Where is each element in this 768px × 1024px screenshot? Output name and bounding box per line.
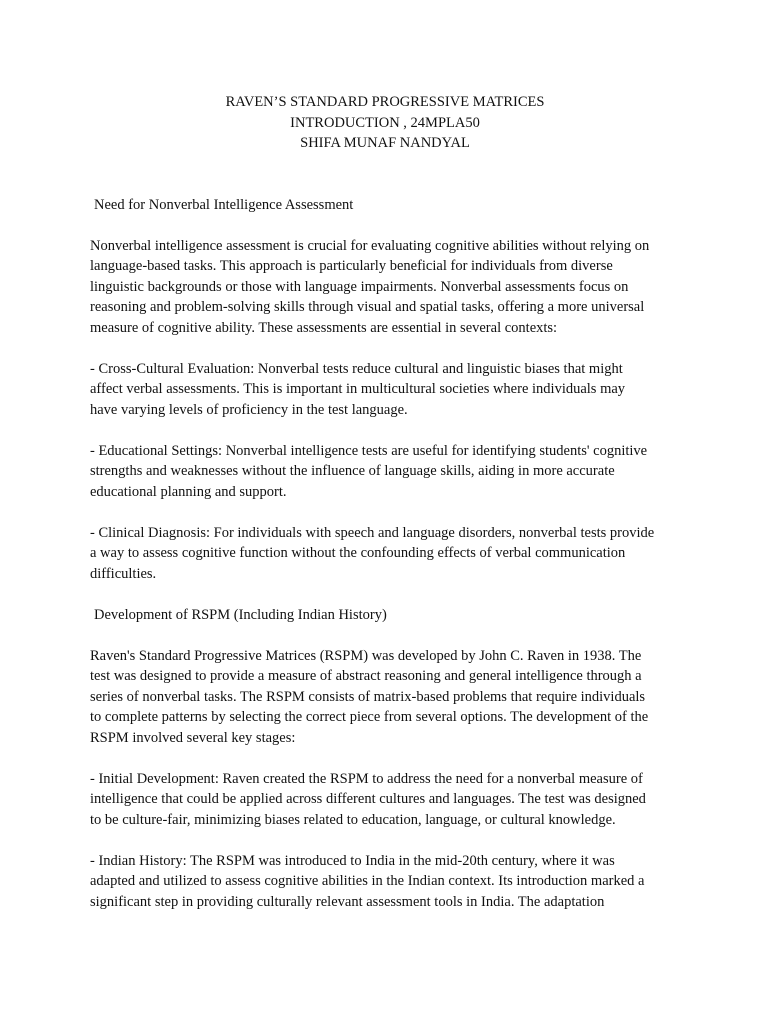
section-heading-rspm-development: Development of RSPM (Including Indian History) xyxy=(94,606,387,623)
text-line: have varying levels of proficiency in the test language. xyxy=(90,401,408,418)
paragraph-rspm-intro xyxy=(90,646,680,749)
paragraph-initial-development xyxy=(90,769,680,831)
document-subtitle: INTRODUCTION , 24MPLA50 xyxy=(290,114,480,131)
text-line: affect verbal assessments. This is important in multicultural societies where individuals may xyxy=(90,381,626,397)
text-line: significant step in providing culturally relevant assessment tools in India. The adaptation xyxy=(90,893,605,910)
document-author: SHIFA MUNAF NANDYAL xyxy=(300,135,470,151)
section-heading-nonverbal-need: Need for Nonverbal Intelligence Assessment xyxy=(94,196,354,213)
text-line: measure of cognitive ability. These assessments are essential in several contexts: xyxy=(90,319,558,336)
text-line: - Clinical Diagnosis: For individuals with speech and language disorders, nonverbal tests provide xyxy=(90,524,655,541)
text-line: linguistic backgrounds or those with language impairments. Nonverbal assessments focus on xyxy=(90,278,629,295)
paragraph-educational xyxy=(90,441,680,503)
text-line: - Educational Settings: Nonverbal intelligence tests are useful for identifying students' cognitive xyxy=(90,442,648,459)
paragraph-clinical xyxy=(90,523,680,585)
text-line: reasoning and problem-solving skills through visual and spatial tasks, offering a more universal xyxy=(90,299,645,315)
text-line: adapted and utilized to assess cognitive abilities in the Indian context. Its introduction marked a xyxy=(90,873,645,889)
text-line: - Cross-Cultural Evaluation: Nonverbal tests reduce cultural and linguistic biases that might xyxy=(90,360,623,377)
text-line: language-based tasks. This approach is particularly beneficial for individuals from diverse xyxy=(90,258,613,274)
text-line: a way to assess cognitive function without the confounding effects of verbal communication xyxy=(90,545,626,561)
document-title-block xyxy=(90,92,680,154)
paragraph-nonverbal-intro xyxy=(90,236,680,339)
text-line: to complete patterns by selecting the correct piece from several options. The development of the xyxy=(90,709,649,725)
text-line: to be culture-fair, minimizing biases related to education, language, or cultural knowledge. xyxy=(90,811,616,828)
document-title: RAVEN’S STANDARD PROGRESSIVE MATRICES xyxy=(225,94,545,110)
text-line: series of nonverbal tasks. The RSPM consists of matrix-based problems that require individuals xyxy=(90,688,646,705)
text-line: strengths and weaknesses without the influence of language skills, aiding in more accurate xyxy=(90,463,615,479)
paragraph-cross-cultural xyxy=(90,359,680,421)
text-line: test was designed to provide a measure of abstract reasoning and general intelligence through a xyxy=(90,668,642,684)
text-line: Nonverbal intelligence assessment is crucial for evaluating cognitive abilities without relying on xyxy=(90,237,650,254)
text-line: - Indian History: The RSPM was introduced to India in the mid-20th century, where it was xyxy=(90,852,615,869)
text-line: educational planning and support. xyxy=(90,483,287,500)
paragraph-indian-history xyxy=(90,851,680,913)
text-line: Raven's Standard Progressive Matrices (RSPM) was developed by John C. Raven in 1938. The xyxy=(90,647,642,664)
text-line: difficulties. xyxy=(90,565,157,582)
text-line: - Initial Development: Raven created the RSPM to address the need for a nonverbal measure of xyxy=(90,770,643,787)
text-line: RSPM involved several key stages: xyxy=(90,729,296,746)
text-line: intelligence that could be applied across different cultures and languages. The test was designed xyxy=(90,791,646,807)
